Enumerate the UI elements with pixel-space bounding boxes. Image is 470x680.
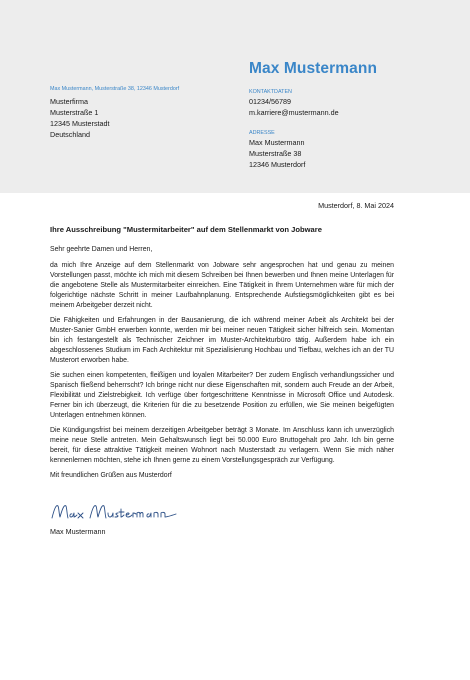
- address-line: Musterstraße 38: [249, 149, 302, 158]
- body-paragraph: Sie suchen einen kompetenten, fleißigen und loyalen Mitarbeiter? Der zudem Englisch verhandlungssicher und Spanisch fließend beherrscht? Ich bringe nicht nur diese Eigenschaften mit, sondern auch Freude an der Arbeit, Flexibilität und Zielstrebigkeit. Ich verfüge über fortgeschrittene Kenntnisse in Microsoft Office und Autodesk. Ferner bin ich überzeugt, die Kriterien für die zu besetzende Position zu erfüllen, wie Sie meinen beigefügten Unterlagen entnehmen können.: [50, 371, 394, 419]
- address-line: Max Mustermann: [249, 138, 305, 147]
- contact-block: [249, 88, 339, 118]
- address-label: ADRESSE: [249, 130, 275, 136]
- body-paragraph: Die Kündigungsfrist bei meinem derzeitigen Arbeitgeber beträgt 3 Monate. Im Anschluss kann ich unverzüglich meine neue Stelle antreten. Mein Gehaltswunsch liegt bei 50.000 Euro Bruttogehalt pro Jahr. Ich bin gerne bereit, für diese attraktive Tätigkeit meinen Wohnort nach Musterstadt zu verlagern. Wenn Sie mich näher kennenlernen möchten, stehe ich Ihnen gerne zu einem Vorstellungsgespräch zur Verfügung.: [50, 427, 394, 464]
- page-title: Max Mustermann: [249, 60, 378, 77]
- recipient-line: Musterfirma: [50, 97, 88, 106]
- contact-phone: 01234/56789: [249, 97, 291, 106]
- recipient-line: Musterstraße 1: [50, 108, 99, 117]
- recipient-line: 12345 Musterstadt: [50, 119, 110, 128]
- closing: Mit freundlichen Grüßen aus Musterdorf: [50, 472, 172, 480]
- signature-image: [50, 500, 180, 524]
- contact-email: m.karriere@mustermann.de: [249, 108, 339, 117]
- letter-body: [50, 245, 394, 481]
- recipient-address: [50, 96, 110, 140]
- address-line: 12346 Musterdorf: [249, 160, 306, 169]
- letter-subject: Ihre Ausschreibung "Mustermitarbeiter" auf dem Stellenmarkt von Jobware: [50, 225, 322, 234]
- sender-return-line: Max Mustermann, Musterstraße 38, 12346 Musterdorf: [50, 86, 180, 92]
- salutation: Sehr geehrte Damen und Herren,: [50, 246, 153, 253]
- recipient-line: Deutschland: [50, 130, 90, 139]
- address-block: [249, 129, 305, 170]
- contact-label: KONTAKTDATEN: [249, 89, 292, 95]
- body-paragraph: da mich Ihre Anzeige auf dem Stellenmarkt von Jobware sehr angesprochen hat und genau zu meinen Vorstellungen passt, möchte ich mich mit diesem Schreiben bei Ihnen bewerben und Ihnen meine Unterlagen für die angebotene Stelle als Mustermitarbeiter einreichen. Eine Tätigkeit in Ihrem Unternehmen wäre für mich der folgerichtige nächste Schritt in meiner Laufbahnplanung. Entsprechende Aufstiegsmöglichkeiten gibt es bei meinem Arbeitgeber derzeit nicht.: [50, 261, 394, 309]
- body-paragraph: Die Fähigkeiten und Erfahrungen in der Bausanierung, die ich während meiner Arbeit als Architekt bei der Muster-Sanier GmbH erwerben konnte, werden mir bei meiner neuen Tätigkeit sicher hilfreich sein. Momentan bin ich festangestellt als Technischer Zeichner im Muster-Architekturbüro tätig. Außerdem habe ich ein abgeschlossenes Studium im Fach Architektur mit Spezialisierung Hochbau und Tiefbau, welches ich an der TU Musterort erworben habe.: [50, 316, 394, 364]
- letter-date: Musterdorf, 8. Mai 2024: [318, 201, 394, 210]
- signer-name: Max Mustermann: [50, 527, 106, 536]
